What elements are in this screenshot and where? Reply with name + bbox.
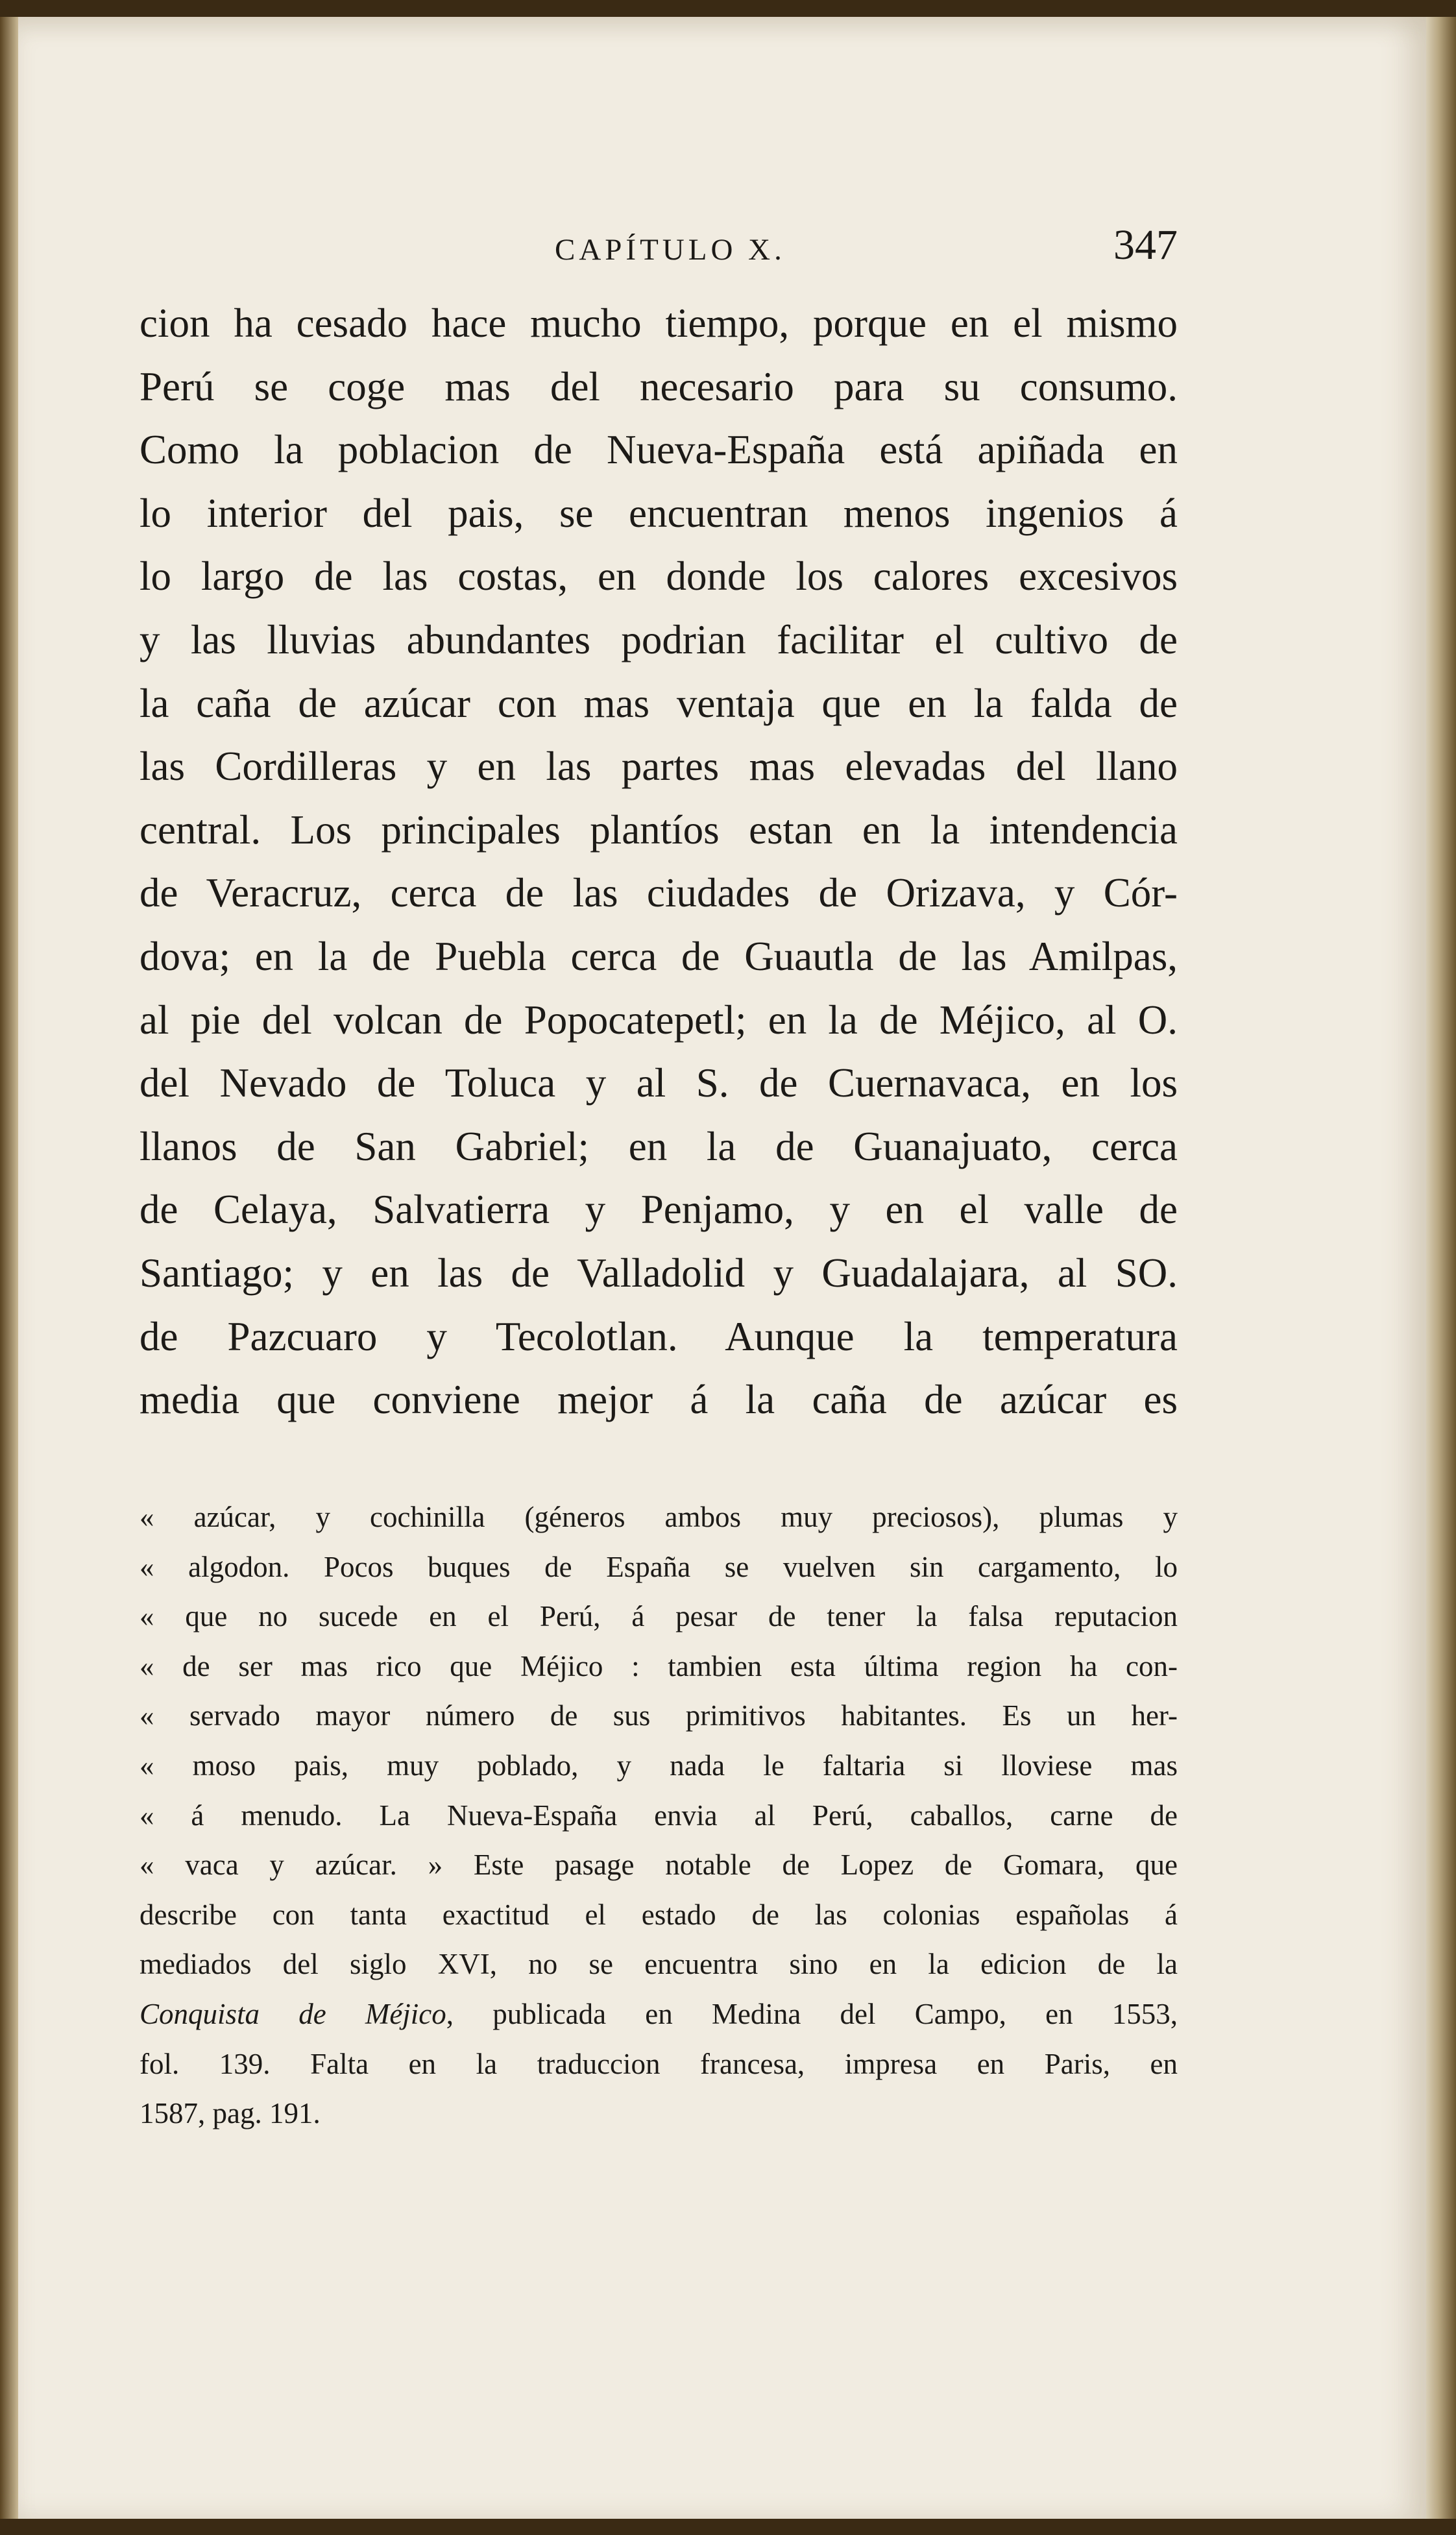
footnote-line: 1587, pag. 191.: [140, 2097, 321, 2130]
text-line: Santiago; y en las de Valladolid y Guadalajara, al SO.: [140, 1250, 1178, 1296]
body-text: [140, 292, 1178, 1432]
text-line: Como la poblacion de Nueva-España está apiñada en: [140, 427, 1178, 473]
text-line: la caña de azúcar con mas ventaja que en la falda de: [140, 680, 1178, 726]
text-line: llanos de San Gabriel; en la de Guanajuato, cerca: [140, 1123, 1178, 1169]
running-head: CAPÍTULO X.: [555, 233, 786, 267]
book-title: Conquista de Méjico: [140, 1997, 446, 2030]
footnote-line: « azúcar, y cochinilla (géneros ambos muy preciosos), plumas y: [140, 1501, 1178, 1533]
page-fore-edge: [1426, 17, 1456, 2519]
text-line: Perú se coge mas del necesario para su consumo.: [140, 363, 1178, 409]
text-line: de Veracruz, cerca de las ciudades de Orizava, y Cór-: [140, 870, 1178, 916]
footnote-line: « moso pais, muy poblado, y nada le faltaria si lloviese mas: [140, 1749, 1178, 1782]
text-line: del Nevado de Toluca y al S. de Cuernavaca, en los: [140, 1060, 1178, 1106]
footnote-line: fol. 139. Falta en la traduccion francesa, impresa en Paris, en: [140, 2047, 1178, 2080]
footnote-line: « servado mayor número de sus primitivos habitantes. Es un her-: [140, 1699, 1178, 1732]
footnote-line: « á menudo. La Nueva-España envia al Perú, caballos, carne de: [140, 1799, 1178, 1832]
page-header: [140, 214, 1178, 285]
text-line: media que conviene mejor á la caña de azúcar es: [140, 1377, 1178, 1423]
book-binding-edge: [0, 17, 18, 2519]
page-number: 347: [1113, 221, 1178, 269]
text-line: de Celaya, Salvatierra y Penjamo, y en el valle de: [140, 1187, 1178, 1233]
text-line: lo largo de las costas, en donde los calores excesivos: [140, 553, 1178, 600]
text-line: al pie del volcan de Popocatepetl; en la de Méjico, al O.: [140, 997, 1178, 1043]
footnote-line: mediados del siglo XVI, no se encuentra sino en la edicion de la: [140, 1948, 1178, 1981]
footnote-line: [140, 1989, 1178, 2039]
text-line: lo interior del pais, se encuentran menos ingenios á: [140, 490, 1178, 536]
text-line: las Cordilleras y en las partes mas elevadas del llano: [140, 744, 1178, 790]
footnote-line: « vaca y azúcar. » Este pasage notable de Lopez de Gomara, que: [140, 1849, 1178, 1882]
footnote-line: « algodon. Pocos buques de España se vuelven sin cargamento, lo: [140, 1550, 1178, 1583]
text-line: y las lluvias abundantes podrian facilitar el cultivo de: [140, 616, 1178, 662]
footnote-line: « de ser mas rico que Méjico : tambien esta última region ha con-: [140, 1649, 1178, 1682]
text-line: de Pazcuaro y Tecolotlan. Aunque la temperatura: [140, 1313, 1178, 1359]
text-line: cion ha cesado hace mucho tiempo, porque en el mismo: [140, 300, 1178, 346]
text-line: central. Los principales plantíos estan en la intendencia: [140, 807, 1178, 853]
footnote: [140, 1492, 1178, 2139]
footnote-line: « que no sucede en el Perú, á pesar de tener la falsa reputacion: [140, 1600, 1178, 1633]
text-line: dova; en la de Puebla cerca de Guautla de las Amilpas,: [140, 933, 1178, 979]
footnote-text: , publicada en Medina del Campo, en 1553,: [446, 1997, 1178, 2030]
footnote-line: describe con tanta exactitud el estado de las colonias españolas á: [140, 1898, 1178, 1931]
